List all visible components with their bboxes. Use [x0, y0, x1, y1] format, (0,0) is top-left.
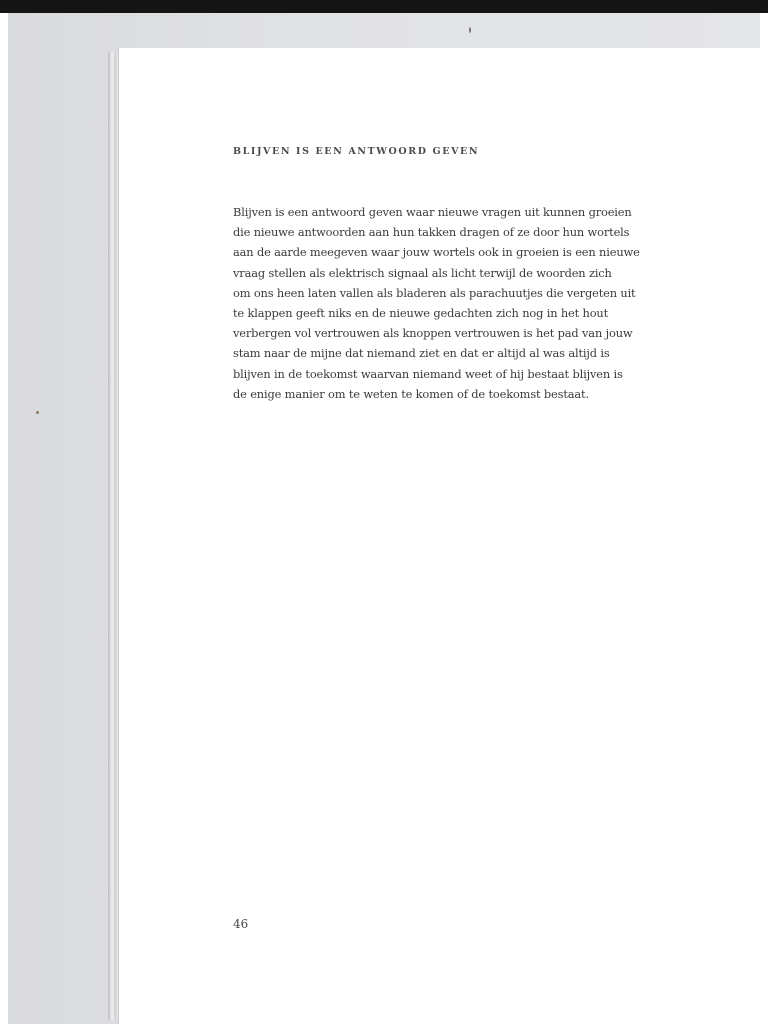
page-number: 46	[233, 917, 249, 931]
dust-speck	[36, 411, 39, 414]
poem-text: Blijven is een antwoord geven waar nieuwe vragen uit kunnen groeien die nieuwe antwoorden aan hun takken dragen of ze door hun wortels aan de aarde meegeven waar jouw wortels ook in groeien is een nieuwe vraag stellen als elektrisch signaal als licht terwijl de woorden zich om ons heen laten vallen als bladeren als parachuutjes die vergeten uit te klappen geeft niks en de nieuwe gedachten zich nog in het hout verbergen vol vertrouwen als knoppen vertrouwen is het pad van jouw stam naar de mijne dat niemand ziet en dat er altijd al was altijd is blijven in de toekomst waarvan niemand weet of hij bestaat blijven is de enige manier om te weten te komen of de toekomst bestaat.	[233, 205, 640, 401]
running-head: BLIJVEN IS EEN ANTWOORD GEVEN	[233, 146, 480, 157]
dust-speck	[469, 27, 471, 33]
book-page	[119, 48, 760, 1024]
scanner-top-edge	[0, 0, 768, 13]
